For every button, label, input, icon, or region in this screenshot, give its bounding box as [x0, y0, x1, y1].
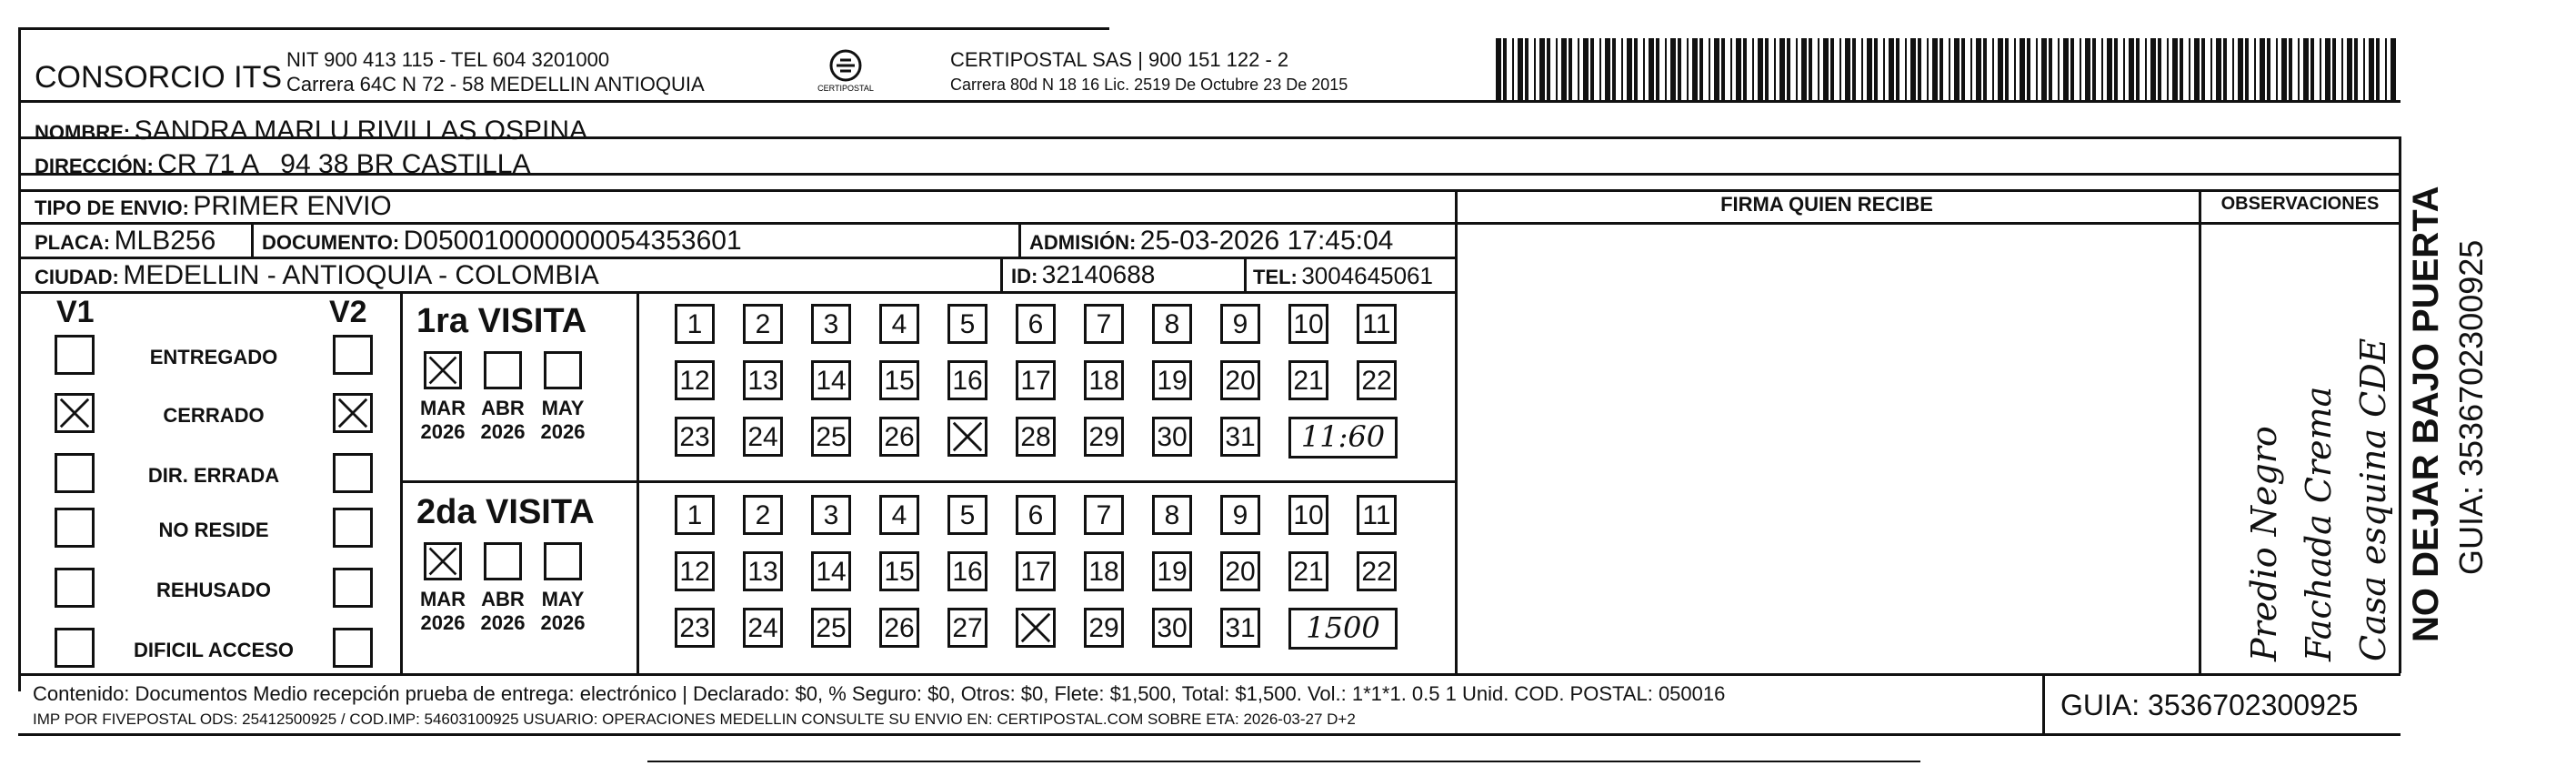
direccion-value: CR 71 A 94 38 BR CASTILLA [157, 149, 531, 179]
visit2-month-label: ABR [481, 588, 525, 610]
row-divider [18, 257, 1455, 259]
signature-area[interactable] [1458, 225, 2199, 670]
v2-checkbox[interactable] [333, 453, 373, 493]
visit1-day-box[interactable]: 21 [1288, 360, 1328, 400]
visit1-month-checkbox[interactable] [544, 351, 582, 389]
status-label: REHUSADO [156, 579, 271, 601]
visit2-month-checkbox[interactable] [484, 542, 522, 580]
visit2-month-checkbox[interactable] [424, 542, 462, 580]
visit2-day-box[interactable]: 9 [1220, 495, 1260, 535]
visit2-day-box[interactable]: 16 [947, 551, 987, 591]
outer-top-border [18, 27, 1109, 30]
firma-header: FIRMA QUIEN RECIBE [1720, 193, 1933, 216]
visit1-day-box[interactable]: 13 [743, 360, 783, 400]
observacion-line-1: Predio Negro [2244, 426, 2284, 661]
observaciones-area [2201, 225, 2399, 670]
visit1-day-box[interactable]: 29 [1084, 417, 1124, 457]
visit2-day-box[interactable]: 25 [811, 608, 851, 648]
footer-bottom [18, 733, 2401, 736]
ciudad-field [35, 262, 599, 289]
cell-divider [1244, 257, 1247, 291]
visit2-year-label: 2026 [420, 611, 466, 634]
company-nit: NIT 900 413 115 - TEL 604 3201000 [286, 48, 610, 71]
visit1-title: 1ra VISITA [416, 302, 587, 340]
visit2-day-box[interactable]: 5 [947, 495, 987, 535]
visit1-day-box[interactable]: 25 [811, 417, 851, 457]
observacion-line-2: Fachada Crema [2299, 386, 2339, 661]
visit1-day-box[interactable]: 7 [1084, 304, 1124, 344]
v2-checkbox[interactable] [333, 335, 373, 375]
visit1-day-box[interactable]: 24 [743, 417, 783, 457]
visit2-day-box[interactable]: 27 [947, 608, 987, 648]
visit1-day-box[interactable]: 8 [1152, 304, 1192, 344]
placa-field [35, 227, 216, 255]
visit2-day-box[interactable]: 10 [1288, 495, 1328, 535]
id-label: ID: [1011, 265, 1038, 287]
visit1-day-box[interactable]: 20 [1220, 360, 1260, 400]
nombre-label: NOMBRE: [35, 121, 131, 144]
visit2-day-box[interactable]: 17 [1016, 551, 1056, 591]
v1-checkbox[interactable] [55, 508, 95, 548]
visit1-time: 11:60 [1300, 419, 1386, 454]
visit2-day-box[interactable]: 12 [675, 551, 715, 591]
visit1-day-box[interactable]: 16 [947, 360, 987, 400]
visit2-day-box[interactable]: 18 [1084, 551, 1124, 591]
barcode [1496, 38, 2396, 100]
visit2-month-label: MAY [541, 588, 585, 610]
observaciones-header: OBSERVACIONES [2220, 194, 2380, 214]
footer-guia: GUIA: 3536702300925 [2060, 689, 2359, 721]
direccion-label: DIRECCIÓN: [35, 155, 154, 177]
tipo-envio-field [35, 193, 392, 220]
visit2-day-box[interactable]: 19 [1152, 551, 1192, 591]
visit2-day-box[interactable]: 8 [1152, 495, 1192, 535]
visit1-day-box[interactable]: 2 [743, 304, 783, 344]
scan-edge-line [647, 761, 1920, 762]
placa-label: PLACA: [35, 231, 111, 254]
courier-info: CERTIPOSTAL SAS | 900 151 122 - 2 [950, 48, 1289, 71]
visit1-day-box[interactable]: 4 [879, 304, 919, 344]
visit1-day-box[interactable]: 26 [879, 417, 919, 457]
visit1-year-label: 2026 [540, 420, 586, 443]
cell-divider [1000, 257, 1003, 291]
visit2-day-box[interactable]: 24 [743, 608, 783, 648]
footer-cell-divider [2042, 673, 2045, 733]
status-label: DIR. ERRADA [147, 464, 280, 487]
status-label: CERRADO [163, 404, 265, 427]
visit2-day-box[interactable]: 14 [811, 551, 851, 591]
direccion-field [35, 151, 530, 178]
table-right-border [2399, 136, 2401, 673]
outer-left-border [18, 27, 21, 691]
placa-value: MLB256 [114, 226, 216, 256]
documento-label: DOCUMENTO: [262, 231, 400, 254]
visit2-time: 1500 [1306, 610, 1380, 645]
visit1-day-box[interactable]: 31 [1220, 417, 1260, 457]
visit2-month-label: MAR [419, 588, 466, 610]
visit2-day-box[interactable]: 31 [1220, 608, 1260, 648]
visit2-year-label: 2026 [480, 611, 526, 634]
visit2-day-box[interactable]: 23 [675, 608, 715, 648]
v2-checkbox[interactable] [333, 568, 373, 608]
footer-content: Contenido: Documentos Medio recepción prueba de entrega: electrónico | Declarado: $0, % Seguro: $0, Otros: $0, Flete: $1,500, Total: $1,500. Vol.: 1*1*1. 0.5 1 Unid. COD. POSTAL: 050016 [33, 682, 1726, 705]
visit2-day-box[interactable]: 1 [675, 495, 715, 535]
visit2-day-box[interactable] [1016, 608, 1056, 648]
visit1-day-box[interactable]: 30 [1152, 417, 1192, 457]
status-label: DIFICIL ACCESO [133, 639, 294, 661]
visit1-month-checkbox[interactable] [484, 351, 522, 389]
visit1-day-box[interactable]: 10 [1288, 304, 1328, 344]
tipo-envio-label: TIPO DE ENVIO: [35, 197, 189, 219]
visit1-year-label: 2026 [420, 420, 466, 443]
visit1-day-box[interactable]: 28 [1016, 417, 1056, 457]
visit2-day-box[interactable]: 20 [1220, 551, 1260, 591]
visit1-day-box[interactable]: 19 [1152, 360, 1192, 400]
no-dejar-warning: NO DEJAR BAJO PUERTA [2406, 186, 2446, 642]
company-address: Carrera 64C N 72 - 58 MEDELLIN ANTIOQUIA [286, 73, 705, 96]
cell-divider [1018, 222, 1021, 257]
id-field [1011, 262, 1155, 287]
cell-divider [251, 222, 254, 257]
v1-checkbox[interactable] [55, 453, 95, 493]
visit1-day-box[interactable]: 5 [947, 304, 987, 344]
v1-checkbox[interactable] [55, 568, 95, 608]
visit2-day-box[interactable]: 7 [1084, 495, 1124, 535]
footer-print-info: IMP POR FIVEPOSTAL ODS: 25412500925 / COD.IMP: 54603100925 USUARIO: OPERACIONES MEDELLIN CONSULTE SU ENVIO EN: CERTIPOSTAL.COM SOBRE ETA: 2026-03-27 D+2 [33, 711, 1356, 728]
visit1-day-box[interactable]: 18 [1084, 360, 1124, 400]
v2-checkbox[interactable] [333, 508, 373, 548]
visit1-day-box[interactable]: 12 [675, 360, 715, 400]
header-divider [18, 100, 2401, 103]
side-guia: GUIA: 3536702300925 [2452, 239, 2490, 575]
visit1-year-label: 2026 [480, 420, 526, 443]
visit1-day-box[interactable] [947, 417, 987, 457]
visit1-day-box[interactable]: 1 [675, 304, 715, 344]
visit1-day-box[interactable]: 22 [1357, 360, 1397, 400]
visit2-day-box[interactable]: 2 [743, 495, 783, 535]
company-name: CONSORCIO ITS [35, 60, 283, 95]
visit1-month-label: ABR [481, 397, 525, 419]
svg-text:CERTIPOSTAL: CERTIPOSTAL [817, 84, 874, 93]
visit2-day-box[interactable]: 21 [1288, 551, 1328, 591]
ciudad-label: CIUDAD: [35, 266, 119, 288]
visit2-month-checkbox[interactable] [544, 542, 582, 580]
visit1-month-label: MAR [419, 397, 466, 419]
v1-checkbox[interactable] [55, 393, 95, 433]
admision-label: ADMISIÓN: [1029, 231, 1137, 254]
v1-checkbox[interactable] [55, 628, 95, 668]
status-label: ENTREGADO [149, 346, 278, 368]
visit2-year-label: 2026 [540, 611, 586, 634]
v2-checkbox[interactable] [333, 628, 373, 668]
visit2-day-box[interactable]: 11 [1357, 495, 1397, 535]
documento-field [262, 227, 742, 255]
visit1-day-box[interactable]: 3 [811, 304, 851, 344]
visit2-day-box[interactable]: 30 [1152, 608, 1192, 648]
visit1-month-label: MAY [541, 397, 585, 419]
visit2-day-box[interactable]: 6 [1016, 495, 1056, 535]
visit2-day-box[interactable]: 4 [879, 495, 919, 535]
v1-header: V1 [56, 295, 95, 329]
visit1-day-box[interactable]: 9 [1220, 304, 1260, 344]
v1-checkbox[interactable] [55, 335, 95, 375]
status-label: NO RESIDE [158, 519, 269, 541]
visit1-day-box[interactable]: 6 [1016, 304, 1056, 344]
nombre-field [35, 117, 587, 145]
ciudad-value: MEDELLIN - ANTIOQUIA - COLOMBIA [123, 260, 599, 290]
visit1-month-checkbox[interactable] [424, 351, 462, 389]
visit2-day-box[interactable]: 3 [811, 495, 851, 535]
admision-field [1029, 227, 1393, 255]
visit2-title: 2da VISITA [416, 493, 595, 531]
row-divider [18, 291, 1455, 294]
visit-divider [400, 480, 1455, 483]
visit1-day-box[interactable]: 23 [675, 417, 715, 457]
nombre-value: SANDRA MARLU RIVILLAS OSPINA [134, 116, 588, 146]
visit1-day-box[interactable]: 15 [879, 360, 919, 400]
tipo-envio-value: PRIMER ENVIO [193, 191, 392, 221]
id-value: 32140688 [1041, 260, 1156, 288]
v2-checkbox[interactable] [333, 393, 373, 433]
visit2-day-box[interactable]: 26 [879, 608, 919, 648]
visit2-day-box[interactable]: 13 [743, 551, 783, 591]
tel-value: 3004645061 [1301, 262, 1433, 289]
visit2-day-box[interactable]: 29 [1084, 608, 1124, 648]
visit2-day-box[interactable]: 15 [879, 551, 919, 591]
certipostal-logo [809, 45, 882, 98]
v2-header: V2 [329, 295, 367, 329]
observacion-line-3: Casa esquina CDE [2353, 338, 2393, 661]
visit1-day-box[interactable]: 11 [1357, 304, 1397, 344]
admision-value: 25-03-2026 17:45:04 [1139, 226, 1394, 256]
visit1-day-box[interactable]: 17 [1016, 360, 1056, 400]
visit2-day-box[interactable]: 22 [1357, 551, 1397, 591]
tel-label: TEL: [1253, 266, 1298, 288]
tel-field [1253, 264, 1433, 287]
courier-license: Carrera 80d N 18 16 Lic. 2519 De Octubre 23 De 2015 [950, 76, 1348, 94]
documento-value: D050010000000054353601 [403, 226, 742, 256]
visit1-day-box[interactable]: 14 [811, 360, 851, 400]
